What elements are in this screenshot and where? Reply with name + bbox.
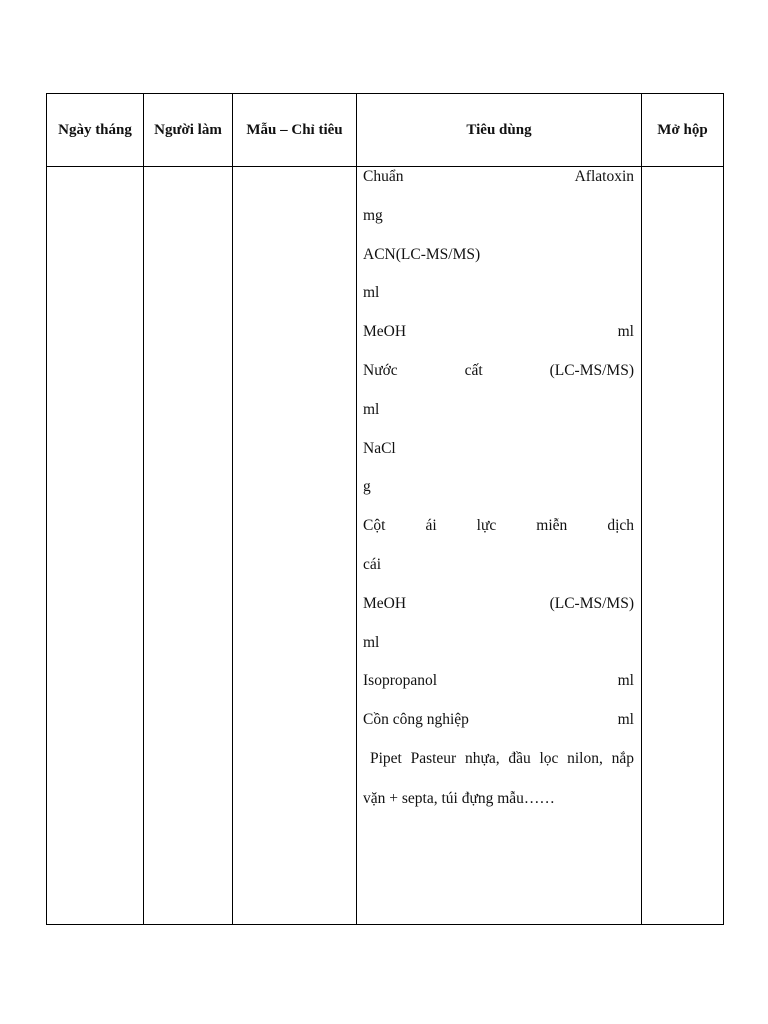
cell-date[interactable]: [47, 167, 144, 925]
header-box-opened: Mở hộp: [642, 94, 724, 167]
consumable-line: [363, 594, 634, 633]
consumable-word: mg: [363, 206, 383, 224]
consumable-word: nắp: [611, 749, 634, 767]
consumable-word: ml: [363, 284, 380, 302]
consumable-word: cất: [464, 361, 483, 379]
consumable-word: nhựa,: [464, 749, 500, 767]
consumables-log-table: [46, 93, 724, 925]
consumable-line: [363, 245, 634, 284]
consumable-line: [363, 167, 634, 206]
consumable-word: NaCl: [363, 439, 396, 457]
consumable-word: MeOH: [363, 594, 407, 612]
consumable-word: ml: [617, 711, 634, 729]
consumable-word: Pipet: [370, 749, 402, 767]
consumable-word: Nước: [363, 361, 398, 379]
consumable-line: [363, 633, 634, 672]
header-operator: Người làm: [144, 94, 233, 167]
consumable-line: [363, 361, 634, 400]
consumable-word: lọc: [539, 749, 559, 767]
consumable-word: MeOH: [363, 323, 407, 341]
consumable-word: miễn: [536, 517, 568, 535]
consumable-line: [363, 477, 634, 516]
consumable-word: Aflatoxin: [574, 168, 634, 185]
cell-operator[interactable]: [144, 167, 233, 925]
consumable-word: dịch: [607, 517, 634, 535]
consumable-word: Cột: [363, 517, 386, 535]
consumable-word: ml: [363, 400, 380, 418]
consumable-line: [363, 439, 634, 478]
consumable-line: [363, 283, 634, 322]
consumable-word: Chuẩn: [363, 168, 404, 185]
consumable-line: [363, 206, 634, 245]
consumable-line: [363, 555, 634, 594]
consumable-word: nilon,: [567, 749, 603, 767]
cell-consumption: [357, 167, 642, 925]
consumable-word: ACN(LC-MS/MS): [363, 245, 481, 263]
consumable-word: vặn + septa, túi đựng mẫu……: [363, 789, 555, 807]
consumable-line: [363, 789, 634, 828]
header-date: Ngày tháng: [47, 94, 144, 167]
consumable-line: [363, 749, 634, 789]
consumable-line: [363, 516, 634, 555]
consumable-word: cái: [363, 555, 382, 573]
consumable-line: [363, 671, 634, 710]
header-consumption: Tiêu dùng: [357, 94, 642, 167]
consumable-word: (LC-MS/MS): [549, 594, 634, 612]
consumable-word: g: [363, 478, 371, 496]
header-row: [47, 94, 724, 167]
consumable-word: ái: [425, 517, 437, 535]
consumable-word: ml: [363, 633, 380, 651]
cell-box-opened[interactable]: [642, 167, 724, 925]
consumable-word: Pasteur: [410, 749, 457, 767]
consumable-line: [363, 710, 634, 749]
consumable-word: (LC-MS/MS): [549, 361, 634, 379]
consumable-line: [363, 400, 634, 439]
entry-row: [47, 167, 724, 925]
consumable-word: Isopropanol: [363, 672, 438, 690]
consumable-word: đầu: [508, 749, 531, 767]
consumable-word: Cồn công nghiệp: [363, 711, 469, 729]
consumable-word: lực: [476, 517, 497, 535]
consumables-list: [357, 167, 641, 828]
consumable-word: ml: [617, 672, 634, 690]
consumable-line: [363, 322, 634, 361]
consumable-word: ml: [617, 323, 634, 341]
header-sample-parameter: Mẫu – Chỉ tiêu: [233, 94, 357, 167]
cell-sample-parameter[interactable]: [233, 167, 357, 925]
